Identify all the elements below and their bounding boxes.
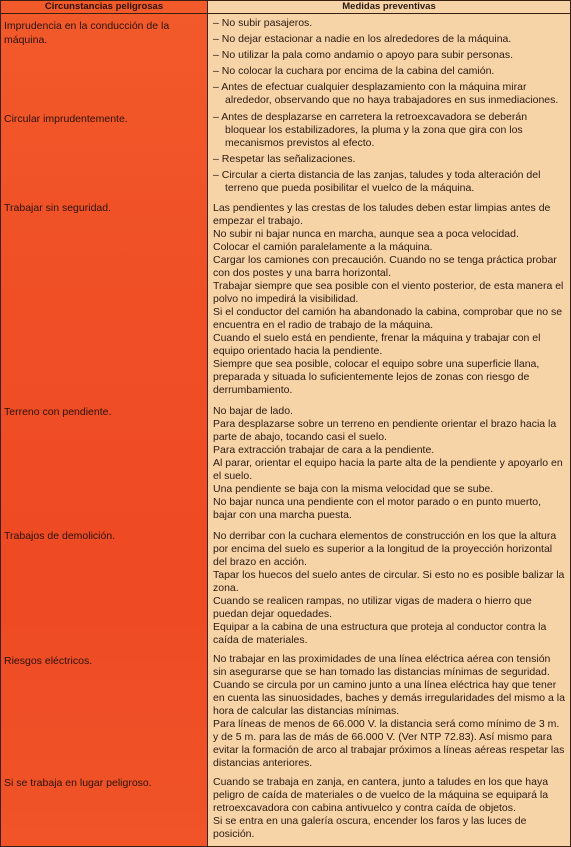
circumstance-label: Riesgos eléctricos. — [4, 655, 93, 667]
circumstance-label: Circular imprudentemente. — [4, 113, 128, 125]
measure-item: – Respetar las señalizaciones. — [213, 153, 565, 166]
circumstances-column — [1, 1, 208, 846]
measure-item: – No dejar estacionar a nadie en los alrededores de la máquina. — [213, 33, 565, 46]
measure-item: Equipar a la cabina de una estructura que proteja al conductor contra la caída de materiales. — [213, 621, 547, 646]
measure-item: – No utilizar la pala como andamio o apoyo para subir personas. — [213, 49, 565, 62]
measure-item: Cuando se realicen rampas, no utilizar vigas de madera o hierro que puedan dejar oquedades. — [213, 595, 532, 620]
measure-item: Cuando se circula por un camino junto a una línea eléctrica hay que tener en cuenta las sinuosidades, baches y demás irregularidades del mismo a la hora de calcular las distancias mínimas. — [213, 679, 565, 717]
measure-item: – Antes de desplazarse en carretera la retroexcavadora se deberán bloquear los estabilizadores, la pluma y la zona que gira con los mecanismos previstos al efecto. — [213, 111, 565, 150]
measure-item: No derribar con la cuchara elementos de construcción en los que la altura por encima del suelo es superior a la longitud de la proyección horizontal del brazo en acción. — [213, 530, 557, 568]
measure-item: Siempre que sea posible, colocar el equipo sobre una superficie llana, preparada y situada lo suficientemente lejos de zonas con riesgo de derrumbamiento. — [213, 358, 540, 396]
measure-item: No subir ni bajar nunca en marcha, aunque sea a poca velocidad. — [213, 228, 519, 240]
measure-item: No trabajar en las proximidades de una línea eléctrica aérea con tensión sin asegurarse que se han tomado las distancias mínimas de seguridad. — [213, 653, 551, 678]
measures-block — [213, 405, 565, 522]
measure-item: Tapar los huecos del suelo antes de circular. Si esto no es posible balizar la zona. — [213, 569, 565, 594]
measures-block — [213, 202, 565, 397]
circumstance-label: Trabajar sin seguridad. — [4, 202, 111, 214]
circumstance-label: Terreno con pendiente. — [4, 406, 112, 418]
measure-item: Trabajar siempre que sea posible con el viento posterior, de esta manera el polvo no impedirá la visibilidad. — [213, 280, 564, 305]
measure-item: Cuando el suelo está en pendiente, frenar la máquina y trabajar con el equipo orientado hacia la pendiente. — [213, 332, 541, 357]
measure-item: Las pendientes y las crestas de los taludes deben estar limpias antes de empezar el trabajo. — [213, 202, 551, 227]
measures-header: Medidas preventivas — [208, 1, 570, 14]
measure-item: Para desplazarse sobre un terreno en pendiente orientar el brazo hacia la parte de abajo, tocando casi el suelo. — [213, 418, 557, 443]
measure-item: No bajar de lado. — [213, 405, 293, 417]
measure-item: Si el conductor del camión ha abandonado la cabina, comprobar que no se encuentra en el radio de trabajo de la máquina. — [213, 306, 563, 331]
circumstance-label: Trabajos de demolición. — [4, 530, 116, 542]
measure-item: Al parar, orientar el equipo hacia la parte alta de la pendiente y apoyarlo en el suelo. — [213, 457, 563, 482]
measures-column — [208, 1, 570, 846]
circumstances-header: Circunstancias peligrosas — [1, 1, 207, 14]
measure-item: Cargar los camiones con precaución. Cuando no se tenga práctica probar con dos postes y una barra horizontal. — [213, 254, 557, 279]
measures-block — [213, 776, 565, 841]
measures-block — [213, 653, 565, 770]
measure-item: Una pendiente se baja con la misma velocidad que se sube. — [213, 483, 494, 495]
measure-item: Si se entra en una galería oscura, encender los faros y las luces de posición. — [213, 815, 527, 840]
measures-block — [213, 111, 565, 195]
measure-item: – No subir pasajeros. — [213, 17, 565, 30]
measure-item: Colocar el camión paralelamente a la máquina. — [213, 241, 433, 253]
measure-item: Cuando se trabaja en zanja, en cantera, junto a taludes en los que haya peligro de caída de materiales o de vuelco de la máquina se equipará la retroexcavadora con cabina antivuelco y contra caída de objetos. — [213, 776, 549, 814]
measure-item: – Circular a cierta distancia de las zanjas, taludes y toda alteración del terreno que pueda posibilitar el vuelco de la máquina. — [213, 169, 565, 195]
measures-block — [213, 530, 565, 647]
measure-item: – Antes de efectuar cualquier desplazamiento con la máquina mirar alrededor, observando que no haya trabajadores en sus inmediaciones. — [213, 81, 565, 107]
circumstance-label: Imprudencia en la conducción de la máquina. — [4, 20, 170, 46]
measure-item: – No colocar la cuchara por encima de la cabina del camión. — [213, 65, 565, 78]
circumstance-label: Si se trabaja en lugar peligroso. — [4, 777, 152, 789]
measures-block — [213, 17, 565, 107]
measure-item: No bajar nunca una pendiente con el motor parado o en punto muerto, bajar con una marcha puesta. — [213, 496, 542, 521]
measure-item: Para extracción trabajar de cara a la pendiente. — [213, 444, 435, 456]
measure-item: Para líneas de menos de 66.000 V. la distancia será como mínimo de 3 m. y de 5 m. para las de más de 66.000 V. (Ver NTP 72.83). Así mismo para evitar la formación de arco al trabajar próximos a líneas aéreas respetar las distancias anteriores. — [213, 718, 565, 769]
